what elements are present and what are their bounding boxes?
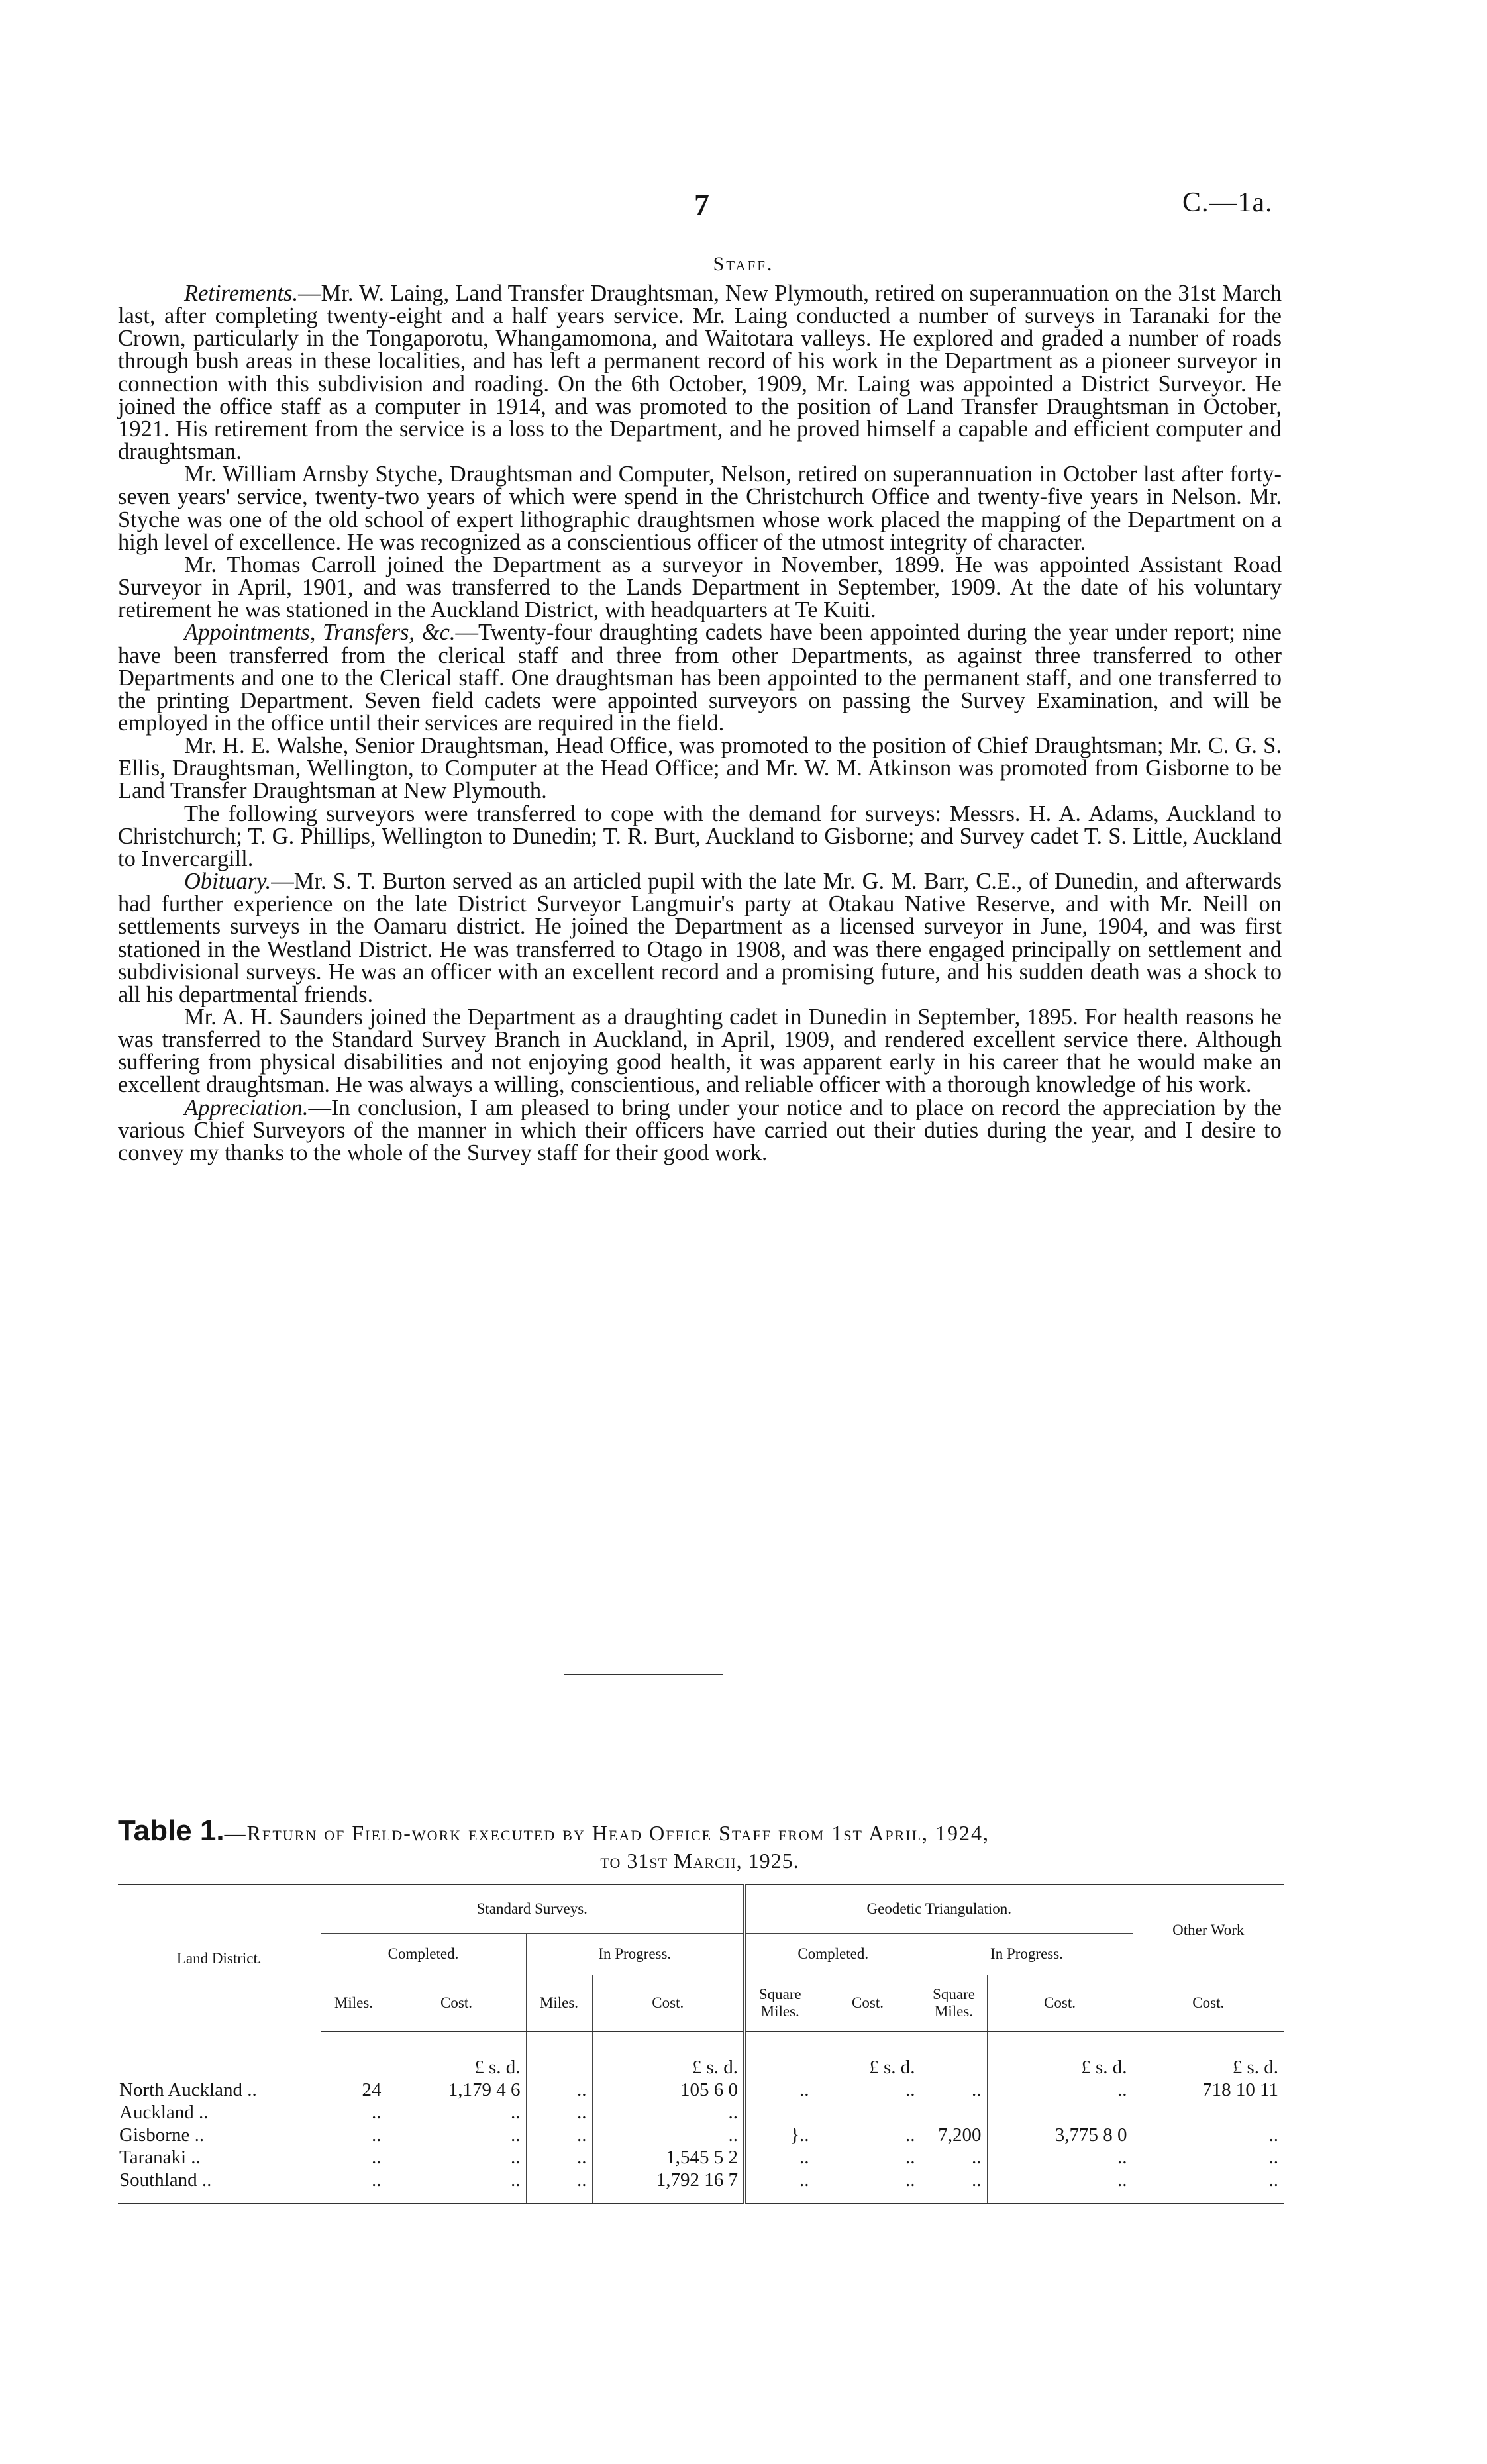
table-caption-line1: —Return of Field-work executed by Head Office Staff from 1st April, 1924, xyxy=(224,1821,990,1845)
cell-std-comp-cost: .. xyxy=(387,2124,526,2146)
cell-geo-comp-cost: .. xyxy=(815,2146,921,2169)
currency-units: £ s. d. xyxy=(387,2032,526,2079)
cell-geo-prog-cost xyxy=(987,2101,1133,2124)
cell-other-cost: .. xyxy=(1133,2169,1284,2204)
cell-std-prog-miles: .. xyxy=(526,2169,592,2204)
cell-district: Taranaki .. xyxy=(119,2146,201,2168)
paragraph-text: Mr. A. H. Saunders joined the Department as a draughting cadet in Dunedin in September, 1895. For health reasons he was transferred to the Standard Survey Branch in Auckland, in April, 1909, and rendered excellent service there. Although suffering from physical disabilities and not enjoying good health, it was apparent early in his career that he would make an excellent draughtsman. He was always a willing, conscientious, and reliable officer with a thorough knowledge of his work. xyxy=(118,1005,1282,1098)
cell-std-comp-cost: .. xyxy=(387,2146,526,2169)
paragraph-text: —Mr. W. Laing, Land Transfer Draughtsman, New Plymouth, retired on superannuation on the 31st March last, after completing twenty-eight and a half years service. Mr. Laing conducted a number of surveys in Taranaki for the Crown, particularly in the Tongaporotu, Whangamomona, and Waitotara valleys. He explored and graded a number of roads through bush areas in these localities, and has left a permanent record of his work in the Department as a pioneer surveyor in connection with this subdivision and roading. On the 6th October, 1909, Mr. Laing was appointed a District Surveyor. He joined the office staff as a computer in 1914, and was promoted to the position of Land Transfer Draughtsman in October, 1921. His retirement from the service is a loss to the Department, and he proved himself a capable and efficient computer and draughtsman. xyxy=(118,281,1282,465)
header-cost: Cost. xyxy=(1133,1975,1284,2032)
cell-district: North Auckland .. xyxy=(119,2079,257,2100)
cell-geo-prog-sq xyxy=(921,2101,987,2124)
cell-geo-comp-sq xyxy=(744,2101,815,2124)
paragraph-appreciation xyxy=(118,1097,1282,1164)
section-heading: Staff. xyxy=(713,253,774,275)
cell-std-comp-miles: 24 xyxy=(321,2079,387,2101)
cell-other-cost: 718 10 11 xyxy=(1133,2079,1284,2101)
cell-other-cost: .. xyxy=(1133,2124,1284,2146)
header-cost: Cost. xyxy=(815,1975,921,2032)
cell-geo-comp-cost: .. xyxy=(815,2124,921,2146)
paragraph-label: Obituary. xyxy=(184,869,272,895)
cell-std-comp-miles: .. xyxy=(321,2146,387,2169)
cell-geo-prog-cost: .. xyxy=(987,2146,1133,2169)
cell-std-prog-cost: 1,792 16 7 xyxy=(592,2169,744,2204)
cell-other-cost xyxy=(1133,2101,1284,2124)
currency-units: £ s. d. xyxy=(592,2032,744,2079)
table-row xyxy=(118,2146,1284,2169)
currency-units: £ s. d. xyxy=(815,2032,921,2079)
cell-geo-comp-cost xyxy=(815,2101,921,2124)
table-row xyxy=(118,2101,1284,2124)
paragraph-text: —Twenty-four draughting cadets have been appointed during the year under report; nine have been transferred from the clerical staff and three from other Departments, as against three transferred to other Departments and one to the Clerical staff. One draughtsman has been appointed to the permanent staff, and one transferred to the printing Department. Seven field cadets were appointed surveyors on passing the Survey Examination, and will be employed in the office until their services are required in the field. xyxy=(118,620,1282,736)
header-cost: Cost. xyxy=(387,1975,526,2032)
body-text xyxy=(118,282,1282,1164)
cell-geo-comp-sq: .. xyxy=(744,2079,815,2101)
table-caption-line2: to 31st March, 1925. xyxy=(600,1849,799,1873)
cell-std-comp-miles: .. xyxy=(321,2169,387,2204)
header-miles: Miles. xyxy=(321,1975,387,2032)
header-other-work: Other Work xyxy=(1133,1885,1284,1975)
paragraph-saunders xyxy=(118,1006,1282,1097)
cell-geo-prog-sq: 7,200 xyxy=(921,2124,987,2146)
cell-district: Southland .. xyxy=(118,2169,321,2204)
cell-geo-prog-sq: .. xyxy=(921,2079,987,2101)
header-cost: Cost. xyxy=(592,1975,744,2032)
paragraph-appointments xyxy=(118,621,1282,734)
currency-units-row xyxy=(118,2032,1284,2079)
cell-geo-comp-cost: .. xyxy=(815,2079,921,2101)
table-caption xyxy=(118,1814,1282,1873)
table-row xyxy=(118,2079,1284,2101)
paragraph-transfers xyxy=(118,803,1282,870)
cell-geo-prog-cost: 3,775 8 0 xyxy=(987,2124,1133,2146)
cell-std-prog-cost: .. xyxy=(592,2101,744,2124)
paragraph-label: Appointments, Transfers, &c. xyxy=(184,620,456,646)
cell-std-prog-miles: .. xyxy=(526,2146,592,2169)
cell-geo-prog-sq: .. xyxy=(921,2169,987,2204)
table-row xyxy=(118,2124,1284,2146)
cell-std-prog-cost: 1,545 5 2 xyxy=(592,2146,744,2169)
page-number: 7 xyxy=(694,187,709,221)
header-square-miles: Square Miles. xyxy=(744,1975,815,2032)
cell-std-prog-miles: .. xyxy=(526,2124,592,2146)
cell-geo-comp-sq: .. xyxy=(744,2146,815,2169)
cell-std-prog-miles: .. xyxy=(526,2079,592,2101)
cell-geo-prog-sq: .. xyxy=(921,2146,987,2169)
paragraph-text: —Mr. S. T. Burton served as an articled pupil with the late Mr. G. M. Barr, C.E., of Dunedin, and afterwards had further experience on the late District Surveyor Langmuir's party at Otakau Native Reserve, and with Mr. Neill on settlements surveys in the Oamaru district. He joined the Department as a licensed surveyor in June, 1904, and was first stationed in the Westland District. He was transferred to Otago in 1908, and was there engaged principally on settlement and subdivisional surveys. He was an officer with an excellent record and a promising future, and his sudden death was a shock to all his departmental friends. xyxy=(118,869,1282,1007)
cell-geo-comp-sq: }.. xyxy=(744,2124,815,2146)
paragraph-obituary xyxy=(118,870,1282,1006)
cell-geo-prog-cost: .. xyxy=(987,2079,1133,2101)
header-geo-in-progress: In Progress. xyxy=(921,1934,1133,1975)
paragraph-text: Mr. Thomas Carroll joined the Department as a surveyor in November, 1899. He was appointed Assistant Road Surveyor in April, 1901, and was transferred to the Lands Department in September, 1909. At the date of his voluntary retirement he was stationed in the Auckland District, with headquarters at Te Kuiti. xyxy=(118,552,1282,623)
document-code: C.—1a. xyxy=(1182,187,1273,218)
cell-other-cost: .. xyxy=(1133,2146,1284,2169)
paragraph-text: The following surveyors were transferred to cope with the demand for surveys: Messrs. H. A. Adams, Auckland to Christchurch; T. G. Phillips, Wellington to Dunedin; T. R. Burt, Auckland to Gisborne; and Survey cadet T. S. Little, Auckland to Invercargill. xyxy=(118,801,1282,871)
cell-geo-comp-cost: .. xyxy=(815,2169,921,2204)
header-standard-surveys: Standard Surveys. xyxy=(321,1885,744,1934)
cell-geo-prog-cost: .. xyxy=(987,2169,1133,2204)
cell-district: Gisborne .. xyxy=(119,2124,205,2145)
paragraph-text: Mr. William Arnsby Styche, Draughtsman and Computer, Nelson, retired on superannuation in October last after forty-seven years' service, twenty-two years of which were spend in the Christchurch Office and twenty-five years in Nelson. Mr. Styche was one of the old school of expert lithographic draughtsmen whose work placed the mapping of the Department on a high level of excellence. He was recognized as a conscientious officer of the utmost integrity of character. xyxy=(118,462,1282,555)
table-row xyxy=(118,2169,1284,2204)
header-cost: Cost. xyxy=(987,1975,1133,2032)
section-divider xyxy=(564,1674,723,1675)
cell-std-prog-cost: 105 6 0 xyxy=(592,2079,744,2101)
header-miles: Miles. xyxy=(526,1975,592,2032)
paragraph-text: —In conclusion, I am pleased to bring under your notice and to place on record the appreciation by the various Chief Surveyors of the manner in which their officers have carried out their duties during the year, and I desire to convey my thanks to the whole of the Survey staff for their good work. xyxy=(118,1095,1282,1165)
header-geodetic-triangulation: Geodetic Triangulation. xyxy=(744,1885,1133,1934)
table-label: Table 1. xyxy=(118,1814,225,1847)
cell-std-prog-cost: .. xyxy=(592,2124,744,2146)
paragraph-label: Retirements. xyxy=(184,281,299,306)
paragraph-label: Appreciation. xyxy=(184,1095,309,1120)
cell-std-comp-cost: .. xyxy=(387,2169,526,2204)
header-geo-completed: Completed. xyxy=(744,1934,921,1975)
cell-std-comp-miles: .. xyxy=(321,2124,387,2146)
cell-std-comp-miles: .. xyxy=(321,2101,387,2124)
currency-units: £ s. d. xyxy=(987,2032,1133,2079)
paragraph-walshe xyxy=(118,734,1282,802)
cell-std-prog-miles: .. xyxy=(526,2101,592,2124)
cell-std-comp-cost: .. xyxy=(387,2101,526,2124)
header-square-miles: Square Miles. xyxy=(921,1975,987,2032)
cell-std-comp-cost: 1,179 4 6 xyxy=(387,2079,526,2101)
paragraph-retirements xyxy=(118,282,1282,463)
paragraph-carroll xyxy=(118,554,1282,621)
cell-district: Auckland .. xyxy=(119,2101,209,2123)
paragraph-styche xyxy=(118,463,1282,554)
header-land-district: Land District. xyxy=(118,1885,321,2032)
header-std-completed: Completed. xyxy=(321,1934,526,1975)
header-std-in-progress: In Progress. xyxy=(526,1934,744,1975)
paragraph-text: Mr. H. E. Walshe, Senior Draughtsman, Head Office, was promoted to the position of Chief Draughtsman; Mr. C. G. S. Ellis, Draughtsman, Wellington, to Computer at the Head Office; and Mr. W. M. Atkinson was promoted from Gisborne to be Land Transfer Draughtsman at New Plymouth. xyxy=(118,733,1282,804)
field-work-table xyxy=(118,1884,1284,2204)
cell-geo-comp-sq: .. xyxy=(744,2169,815,2204)
currency-units: £ s. d. xyxy=(1133,2032,1284,2079)
